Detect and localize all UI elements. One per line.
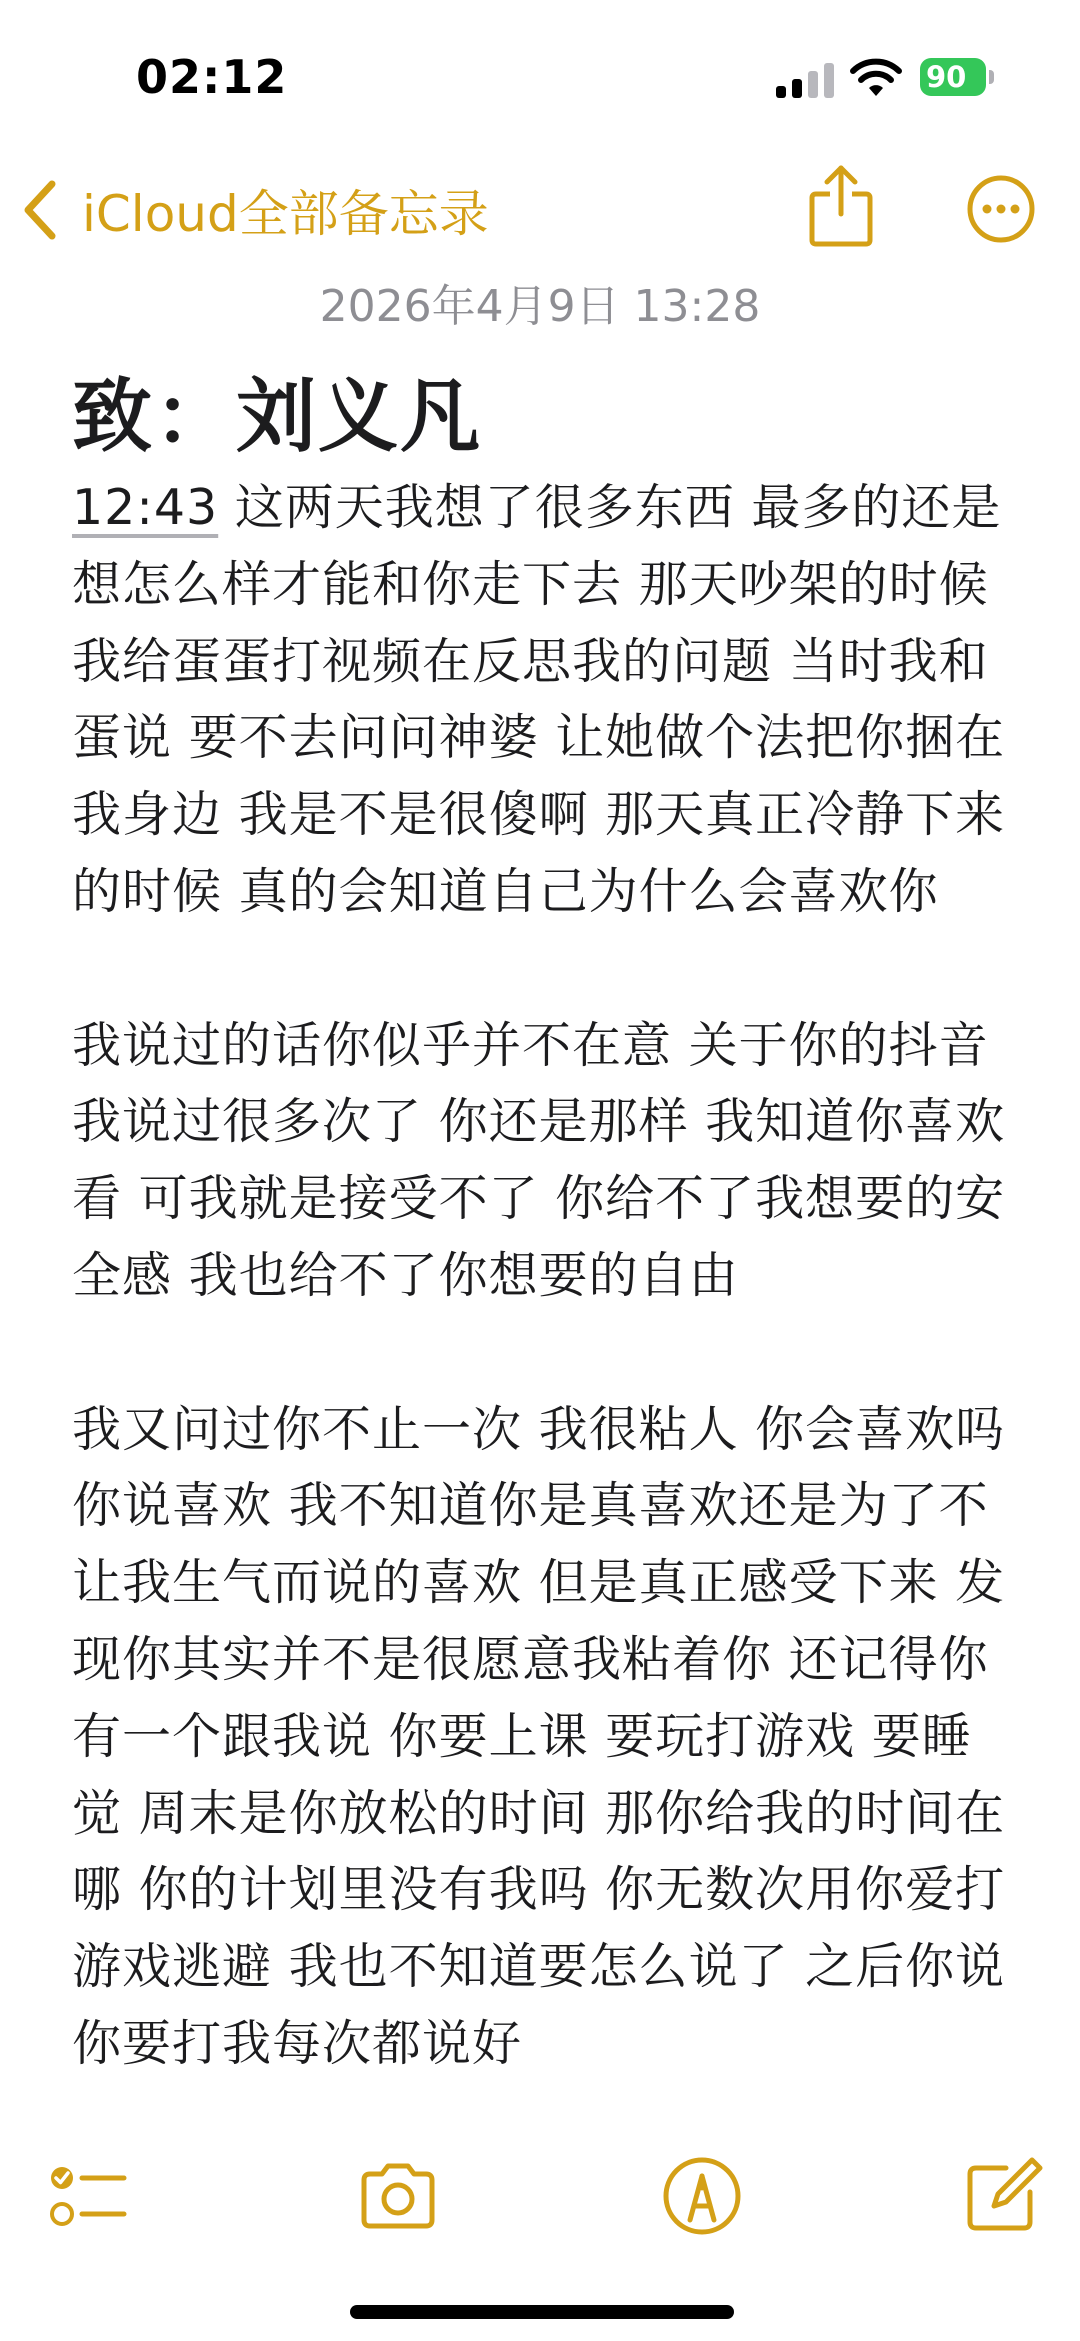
- note-body[interactable]: [72, 470, 1012, 2100]
- bottom-toolbar: [0, 2140, 1080, 2250]
- compose-icon[interactable]: [960, 2154, 1044, 2238]
- time-link[interactable]: 12:43: [72, 479, 219, 536]
- share-icon[interactable]: [808, 164, 874, 248]
- paragraph-text: 这两天我想了很多东西 最多的还是想怎么样才能和你走下去 那天吵架的时候我给蛋蛋打视频在反思我的问题 当时我和蛋说 要不去问问神婆 让她做个法把你捆在我身边 我是不是很傻啊 那天真正冷静下来的时候 真的会知道自己为什么会喜欢你: [72, 479, 1006, 920]
- paragraph-text: 我说过的话你似乎并不在意 关于你的抖音我说过很多次了 你还是那样 我知道你喜欢看 可我就是接受不了 你给不了我想要的安全感 我也给不了你想要的自由: [72, 1016, 1006, 1304]
- battery-level: 90: [926, 60, 967, 94]
- cellular-signal-icon: [776, 62, 836, 98]
- chevron-left-icon: [20, 178, 60, 242]
- nav-bar: [0, 150, 1080, 280]
- status-time: 02:12: [136, 50, 288, 104]
- note-paragraph: [72, 1392, 1012, 2083]
- home-indicator[interactable]: [350, 2305, 734, 2319]
- note-paragraph: [72, 470, 1012, 931]
- status-bar: [0, 0, 1080, 150]
- note-date: 2026年4月9日 13:28: [319, 281, 761, 332]
- markup-icon[interactable]: [660, 2154, 744, 2238]
- more-icon[interactable]: [966, 174, 1036, 244]
- camera-icon[interactable]: [356, 2154, 440, 2238]
- note-paragraph: [72, 1008, 1012, 1315]
- note-title[interactable]: 致：刘义凡: [72, 370, 482, 463]
- paragraph-text: 我又问过你不止一次 我很粘人 你会喜欢吗 你说喜欢 我不知道你是真喜欢还是为了不让我生气而说的喜欢 但是真正感受下来 发现你其实并不是很愿意我粘着你 还记得你有一个跟我说 你要上课 要玩打游戏 要睡觉 周末是你放松的时间 那你给我的时间在哪 你的计划里没有我吗 你无数次用你爱打游戏逃避 我也不知道要怎么说了 之后你说你要打我每次都说好: [72, 1400, 1006, 2072]
- battery-indicator: [920, 58, 986, 96]
- wifi-icon: [850, 58, 902, 98]
- battery-cap: [989, 70, 994, 84]
- back-button[interactable]: [20, 170, 489, 250]
- back-label: iCloud全部备忘录: [82, 185, 489, 243]
- checklist-icon[interactable]: [46, 2154, 130, 2238]
